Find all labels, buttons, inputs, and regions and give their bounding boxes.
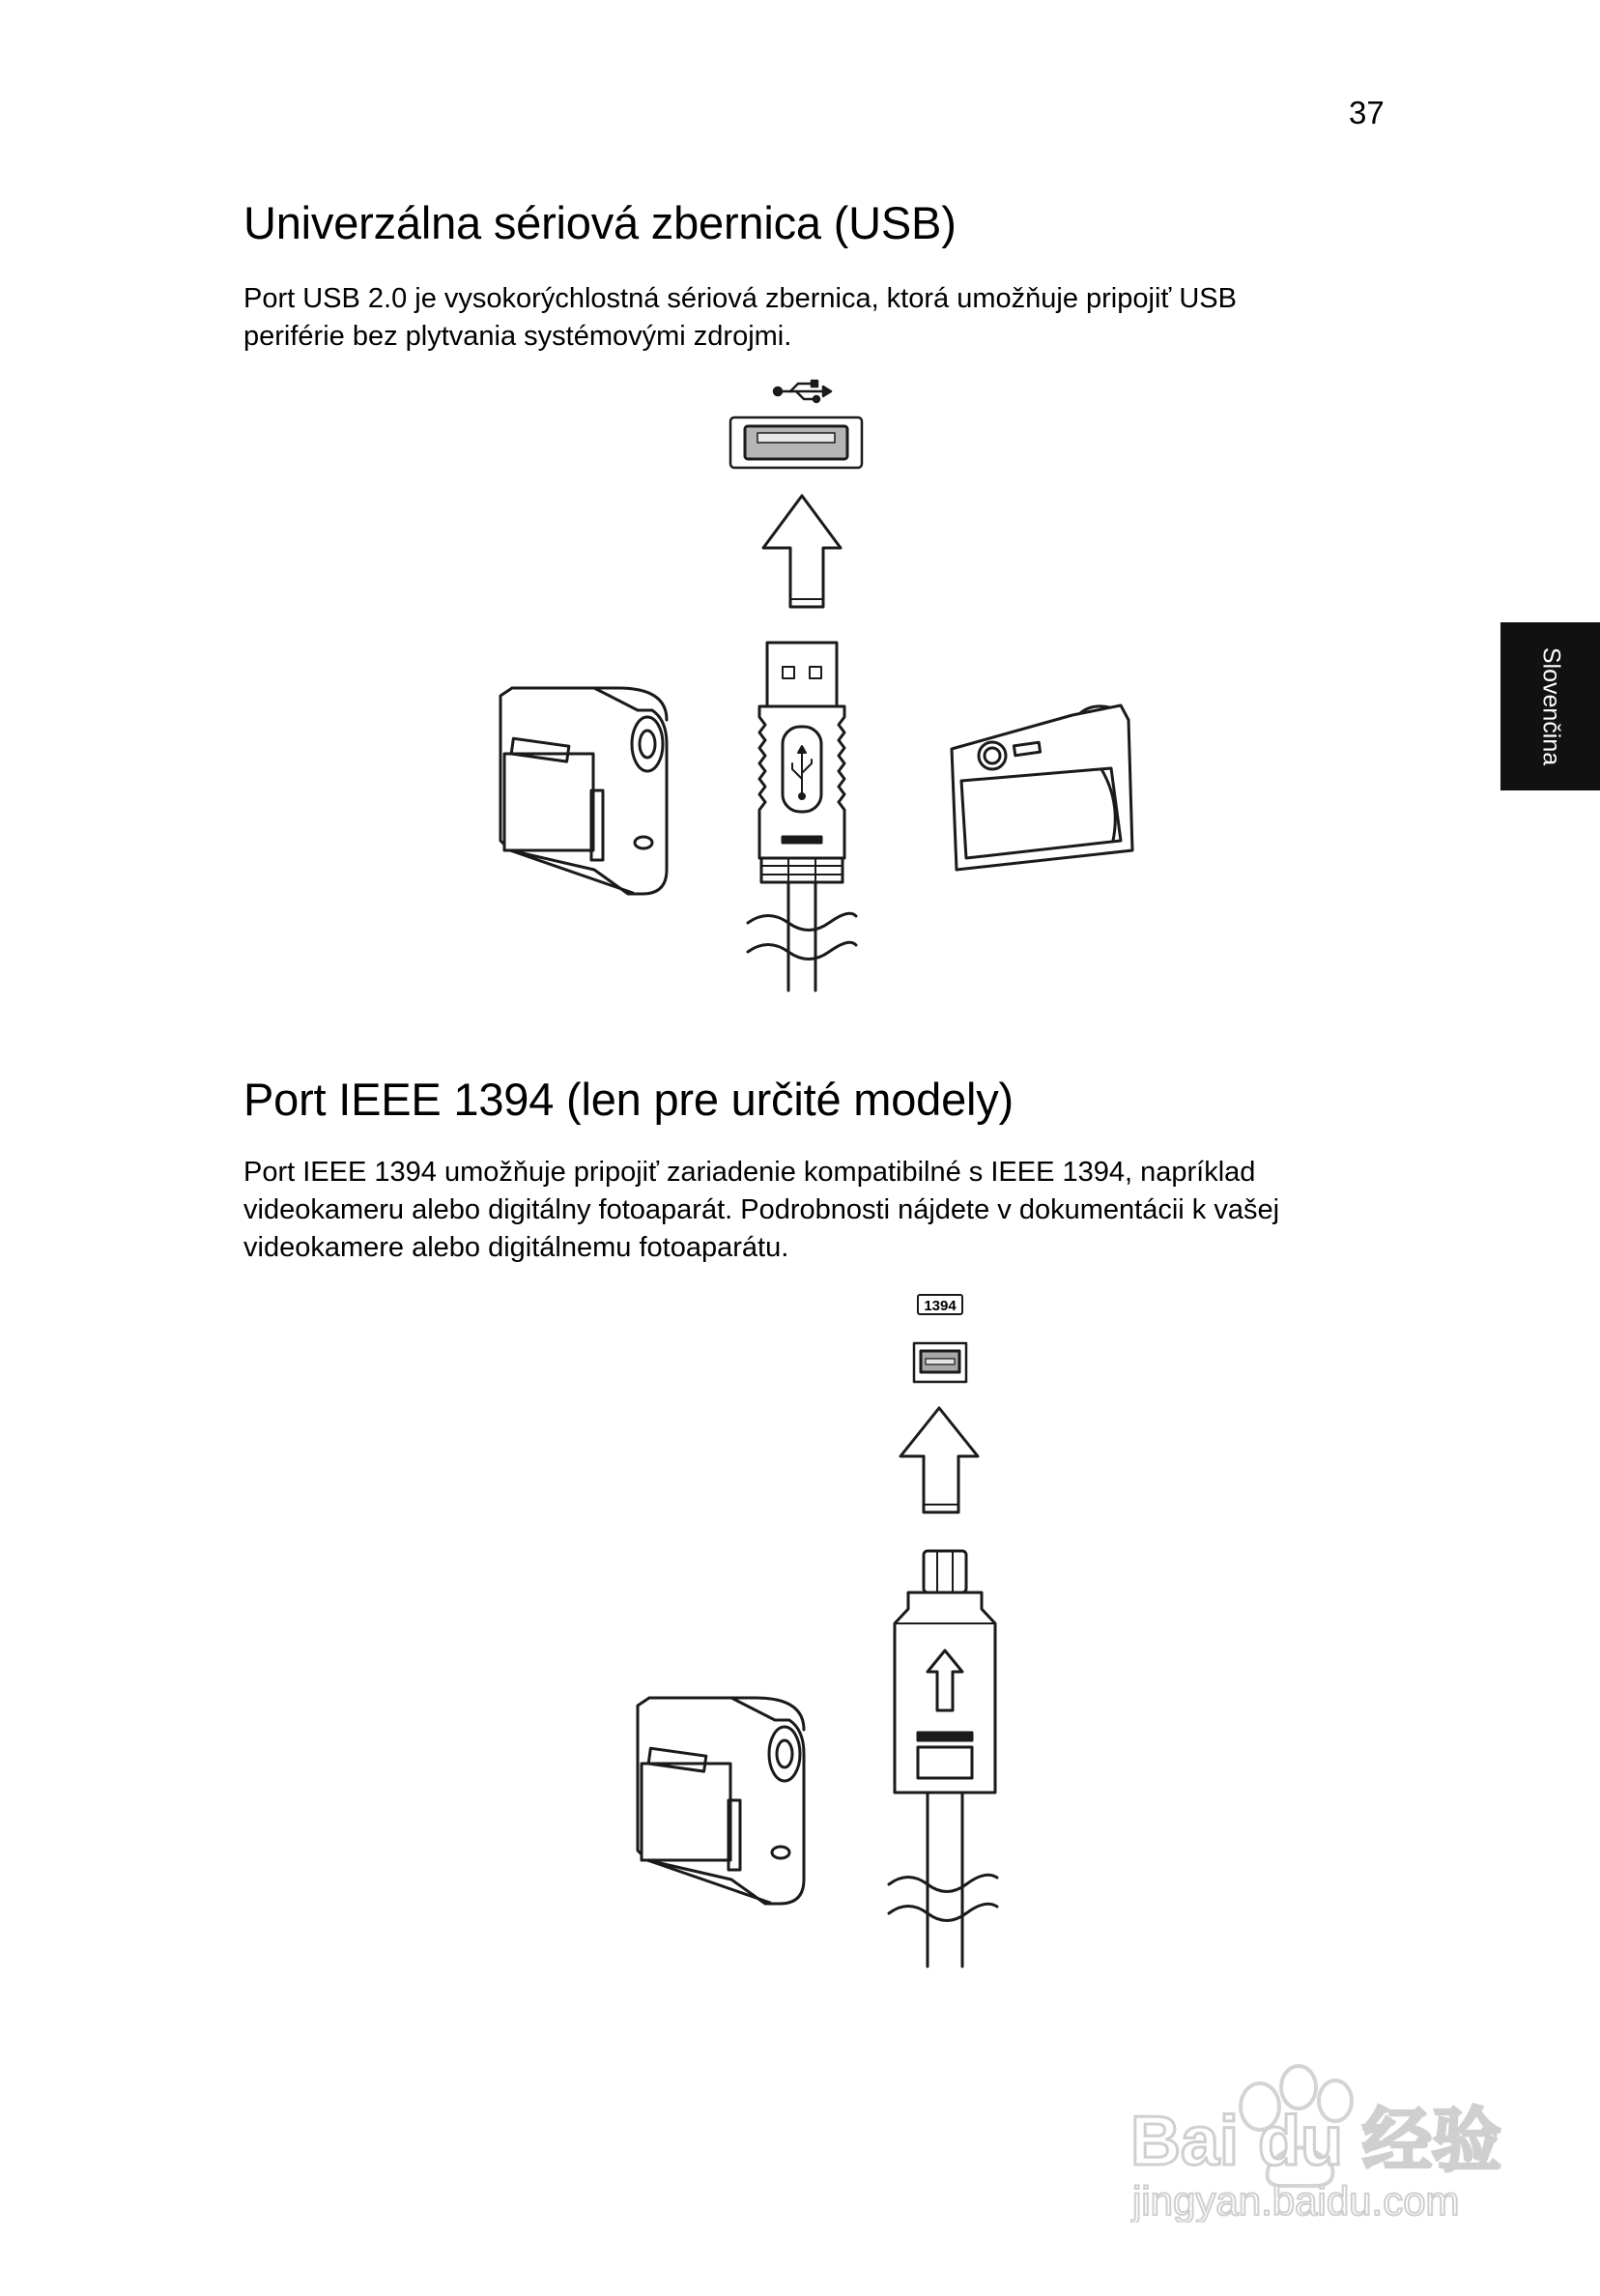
baidu-paw-logo bbox=[1125, 2039, 1521, 2223]
ieee-1394-plug bbox=[889, 1551, 997, 1966]
watermark bbox=[1125, 2039, 1521, 2223]
text-line: videokameru alebo digitálny fotoaparát. Podrobnosti nájdete v dokumentácii k vašej bbox=[243, 1194, 1280, 1225]
watermark-brand: Bai du 经验 bbox=[1130, 2103, 1502, 2180]
port-label: 1394 bbox=[924, 1298, 957, 1314]
language-tab-label: Slovenčina bbox=[1537, 646, 1564, 766]
page-number: 37 bbox=[1349, 95, 1385, 130]
arrow-up-icon bbox=[900, 1408, 978, 1512]
text-line: Port USB 2.0 je vysokorýchlostná sériová zbernica, ktorá umožňuje pripojiť USB bbox=[243, 283, 1237, 314]
text-line: videokamere alebo digitálnemu fotoaparátu. bbox=[243, 1232, 789, 1263]
text-line: periférie bez plytvania systémovými zdrojmi. bbox=[243, 321, 792, 352]
watermark-url: jingyan.baidu.com bbox=[1132, 2178, 1460, 2223]
text-line: Port IEEE 1394 umožňuje pripojiť zariadenie kompatibilné s IEEE 1394, napríklad bbox=[243, 1157, 1256, 1188]
ieee-section-title: Port IEEE 1394 (len pre určité modely) bbox=[243, 1074, 1014, 1125]
ieee-1394-port bbox=[914, 1343, 966, 1382]
usb-section-title: Univerzálna sériová zbernica (USB) bbox=[243, 197, 957, 248]
camcorder-icon bbox=[638, 1698, 804, 1904]
